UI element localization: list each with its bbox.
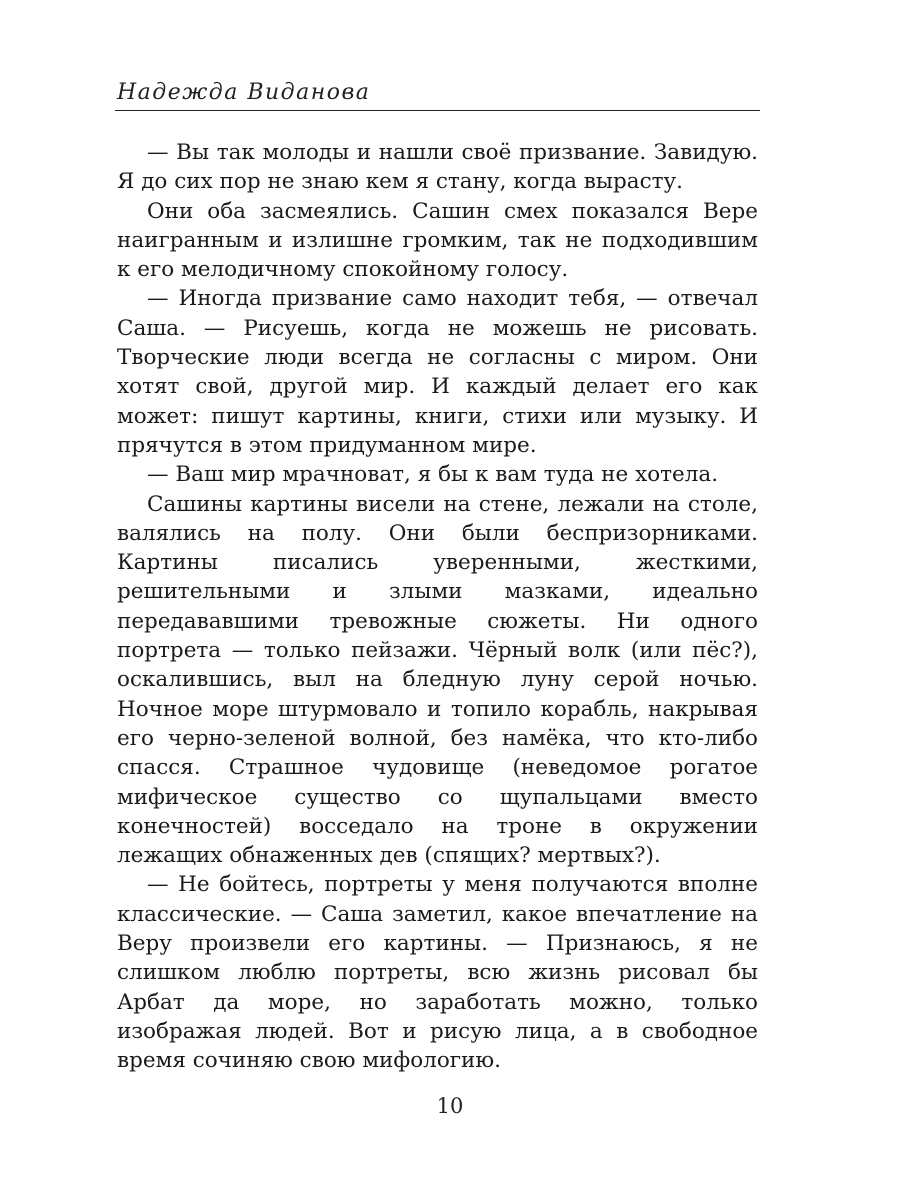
running-header	[115, 78, 760, 111]
paragraph-3: — Иногда призвание само находит тебя, — отвечал Саша. — Рисуешь, когда не можешь не рисовать. Творческие люди всегда не согласны с миром. Они хотят свой, другой мир. И каждый делает его как может: пишут картины, книги, стихи или музыку. И прячутся в этом придуманном мире.	[117, 286, 758, 458]
running-header-author: Надежда Виданова	[117, 80, 371, 105]
paragraph-6: — Не бойтесь, портреты у меня получаются вполне классические. — Саша заметил, какое впечатление на Веру произвели его картины. — Признаюсь, я не слишком люблю портреты, всю жизнь рисовал бы Арбат да море, но заработать можно, только изображая людей. Вот и рисую лица, а в свободное время сочиняю свою мифологию.	[117, 872, 758, 1074]
paragraph-4: — Ваш мир мрачноват, я бы к вам туда не хотела.	[147, 462, 719, 488]
paragraph-2: Они оба засмеялись. Сашин смех показался Вере наигранным и излишне громким, так не подходившим к его мелодичному спокойному голосу.	[117, 198, 758, 283]
paragraph-5: Сашины картины висели на стене, лежали на столе, валялись на полу. Они были беспризорниками. Картины писались уверенными, жесткими, решительными и злыми мазками, идеально передававшими тревожные сюжеты. Ни одного портрета — только пейзажи. Чёрный волк (или пёс?), оскалившись, выл на бледную луну серой ночью. Ночное море штурмовало и топило корабль, накрывая его черно-зеленой волной, без намёка, что кто-либо спасся. Страшное чудовище (неведомое рогатое мифическое существо со щупальцами вместо конечностей) восседало на троне в окружении лежащих обнаженных дев (спящих? мертвых?).	[117, 491, 758, 869]
paragraph-1: — Вы так молоды и нашли своё призвание. Завидую. Я до сих пор не знаю кем я стану, когда вырасту.	[117, 140, 758, 195]
page-number: 10	[436, 1094, 464, 1118]
body-text	[117, 138, 758, 1076]
